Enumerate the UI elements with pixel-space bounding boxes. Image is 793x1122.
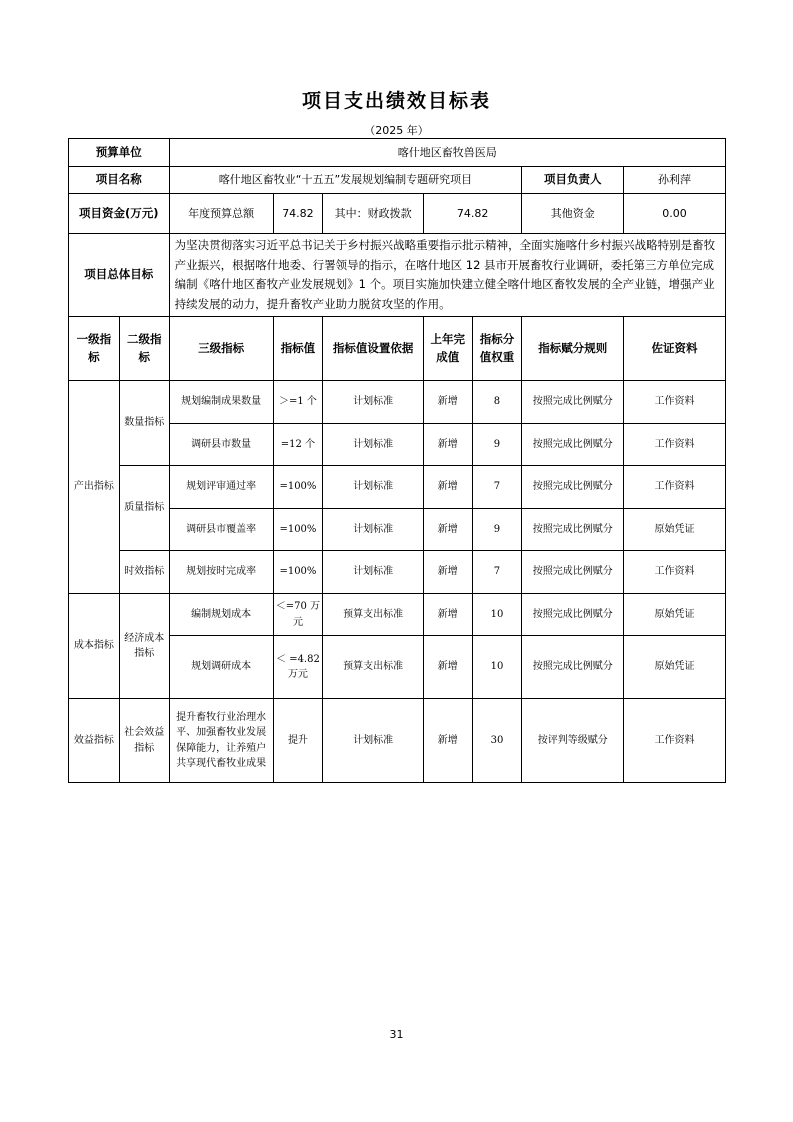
indicator-last: 新增 (423, 551, 472, 594)
funds-label: 项目资金(万元) (69, 194, 170, 234)
indicator-value: =100% (273, 466, 323, 509)
indicator-weight: 10 (472, 636, 522, 699)
header-basis: 指标值设置依据 (323, 317, 424, 381)
page-title: 项目支出绩效目标表 (301, 90, 491, 112)
annual-budget-label: 年度预算总额 (169, 194, 273, 234)
indicator-weight: 7 (472, 466, 522, 509)
indicator-evidence: 工作资料 (624, 551, 726, 594)
page-number: 31 (389, 1028, 404, 1041)
indicator-last: 新增 (423, 381, 472, 424)
indicator-weight: 9 (472, 424, 522, 466)
fiscal-label: 其中：财政拨款 (323, 194, 424, 234)
group-timeliness: 时效指标 (119, 551, 169, 594)
indicator-value: 提升 (273, 699, 323, 783)
indicator-basis: 计划标准 (323, 381, 424, 424)
indicator-basis: 预算支出标准 (323, 594, 424, 636)
header-evidence: 佐证资料 (624, 317, 726, 381)
indicator-name: 调研县市数量 (169, 424, 273, 466)
indicator-weight: 9 (472, 509, 522, 551)
overall-goal-text: 为坚决贯彻落实习近平总书记关于乡村振兴战略重要指示批示精神，全面实施喀什乡村振兴战略特别是畜牧产业振兴，根据喀什地委、行署领导的指示，在喀什地区 12 县市开展畜牧行业调研，委托第三方单位完成编制《喀什地区畜牧产业发展规划》1 个。项目实施加快建立健全喀什地区畜牧发展的全产业链，增强产业持续发展的动力，提升畜牧产业助力脱贫攻坚的作用。 (169, 234, 725, 317)
indicator-value: ＜=70 万元 (273, 594, 323, 636)
indicator-basis: 计划标准 (323, 466, 424, 509)
indicator-weight: 10 (472, 594, 522, 636)
table-row (69, 594, 726, 636)
indicator-basis: 计划标准 (323, 424, 424, 466)
indicator-evidence: 原始凭证 (624, 594, 726, 636)
group-economic: 经济成本指标 (119, 594, 169, 699)
indicator-rule: 按照完成比例赋分 (522, 509, 624, 551)
group-benefit: 效益指标 (69, 699, 120, 783)
header-last-year: 上年完成值 (423, 317, 472, 381)
indicator-last: 新增 (423, 466, 472, 509)
project-name-label: 项目名称 (69, 167, 170, 194)
indicator-name: 规划调研成本 (169, 636, 273, 699)
table-row (69, 381, 726, 424)
year-label: （2025 年） (364, 124, 429, 137)
budget-unit-value: 喀什地区畜牧兽医局 (169, 139, 725, 167)
group-quality: 质量指标 (119, 466, 169, 551)
header-value: 指标值 (273, 317, 323, 381)
indicator-value: =12 个 (273, 424, 323, 466)
group-output: 产出指标 (69, 381, 120, 594)
indicator-rule: 按评判等级赋分 (522, 699, 624, 783)
project-lead-label: 项目负责人 (522, 167, 624, 194)
indicator-evidence: 工作资料 (624, 424, 726, 466)
indicator-name: 调研县市覆盖率 (169, 509, 273, 551)
indicator-evidence: 原始凭证 (624, 636, 726, 699)
indicator-basis: 预算支出标准 (323, 636, 424, 699)
indicator-value: ＜ =4.82 万元 (273, 636, 323, 699)
indicator-weight: 8 (472, 381, 522, 424)
group-quantity: 数量指标 (119, 381, 169, 466)
annual-budget-value: 74.82 (273, 194, 323, 234)
indicator-value: =100% (273, 509, 323, 551)
indicator-value: ＞=1 个 (273, 381, 323, 424)
header-level1: 一级指标 (69, 317, 120, 381)
project-lead-value: 孙利萍 (624, 167, 726, 194)
header-rule: 指标赋分规则 (522, 317, 624, 381)
other-funds-label: 其他资金 (522, 194, 624, 234)
indicator-name: 编制规划成本 (169, 594, 273, 636)
table-row (69, 466, 726, 509)
indicator-rule: 按照完成比例赋分 (522, 381, 624, 424)
indicator-rule: 按照完成比例赋分 (522, 551, 624, 594)
group-social: 社会效益指标 (119, 699, 169, 783)
indicator-weight: 30 (472, 699, 522, 783)
indicator-rule: 按照完成比例赋分 (522, 594, 624, 636)
indicator-evidence: 原始凭证 (624, 509, 726, 551)
indicator-last: 新增 (423, 594, 472, 636)
overall-goal-label: 项目总体目标 (69, 234, 170, 317)
indicator-basis: 计划标准 (323, 551, 424, 594)
header-weight: 指标分值权重 (472, 317, 522, 381)
other-funds-value: 0.00 (624, 194, 726, 234)
indicator-rule: 按照完成比例赋分 (522, 424, 624, 466)
indicator-basis: 计划标准 (323, 699, 424, 783)
project-name-value: 喀什地区畜牧业“十五五”发展规划编制专题研究项目 (169, 167, 522, 194)
indicator-name: 规划评审通过率 (169, 466, 273, 509)
indicator-rule: 按照完成比例赋分 (522, 466, 624, 509)
fiscal-value: 74.82 (423, 194, 521, 234)
indicator-name: 规划按时完成率 (169, 551, 273, 594)
header-level2: 二级指标 (119, 317, 169, 381)
indicator-evidence: 工作资料 (624, 381, 726, 424)
indicator-last: 新增 (423, 424, 472, 466)
indicator-weight: 7 (472, 551, 522, 594)
indicator-evidence: 工作资料 (624, 466, 726, 509)
group-cost: 成本指标 (69, 594, 120, 699)
indicator-value: =100% (273, 551, 323, 594)
performance-target-table (68, 138, 726, 783)
indicator-last: 新增 (423, 636, 472, 699)
header-level3: 三级指标 (169, 317, 273, 381)
indicator-name: 规划编制成果数量 (169, 381, 273, 424)
indicator-evidence: 工作资料 (624, 699, 726, 783)
indicator-basis: 计划标准 (323, 509, 424, 551)
indicator-last: 新增 (423, 699, 472, 783)
indicator-name: 提升畜牧行业治理水平、加强畜牧业发展保障能力，让养殖户共享现代畜牧业成果 (169, 699, 273, 783)
budget-unit-label: 预算单位 (69, 139, 170, 167)
indicator-last: 新增 (423, 509, 472, 551)
table-row (69, 551, 726, 594)
indicator-rule: 按照完成比例赋分 (522, 636, 624, 699)
table-row (69, 699, 726, 783)
